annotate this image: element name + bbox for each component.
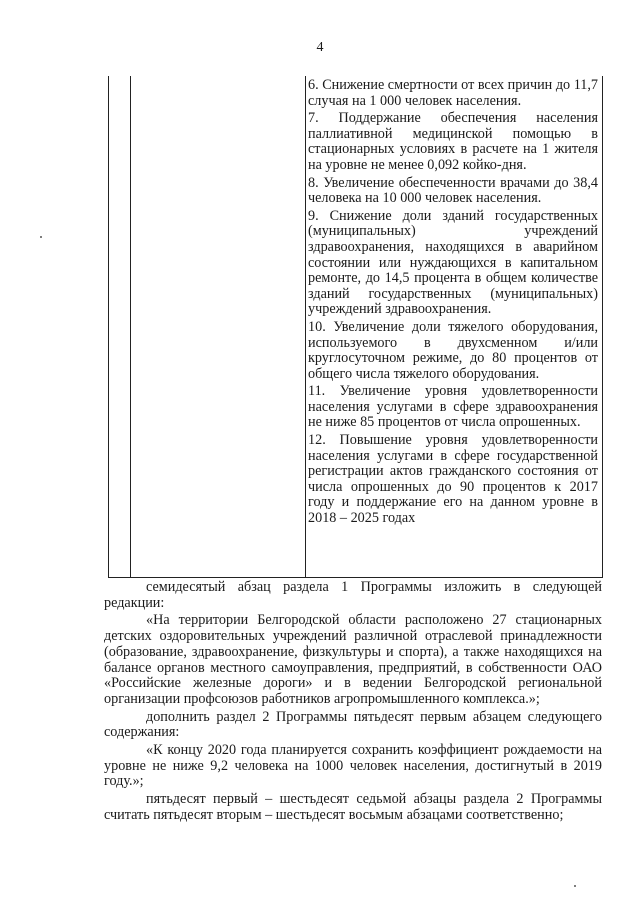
paragraph: дополнить раздел 2 Программы пятьдесят первым абзацем следующего содержания:: [104, 708, 602, 741]
indicator-item: 12. Повышение уровня удовлетворенности населения услугами в сфере государственной регистрации актов гражданского состояния от числа опрошенных до 90 процентов к 2017 году и поддержание его на данном уровне в 2018 – 2025 годах: [308, 432, 598, 527]
table-border-col1: [130, 76, 131, 578]
page-number: 4: [316, 40, 324, 55]
indicators-cell: [308, 78, 598, 529]
paragraph: «К концу 2020 года планируется сохранить коэффициент рождаемости на уровне не ниже 9,2 человека на 1000 человек населения, достигнутый в 2019 году.»;: [104, 742, 602, 790]
indicator-item: 9. Снижение доли зданий государственных (муниципальных) учреждений здравоохранения, находящихся в аварийном состоянии или нуждающихся в капитальном ремонте, до 14,5 процента в общем количестве зданий государственных (муниципальных) учреждений здравоохранения.: [308, 207, 598, 318]
paragraph: семидесятый абзац раздела 1 Программы изложить в следующей редакции:: [104, 579, 602, 611]
paragraph: «На территории Белгородской области расположено 27 стационарных детских оздоровительных учреждений различной отраслевой принадлежности (образование, здравоохранение, физкультуры и спорта), а также находящихся на балансе органов местного самоуправления, предприятий, в собственности ОАО «Российские железные дороги» и в ведении Белгородской региональной организации профсоюзов работников агропромышленного комплекса.»;: [104, 612, 602, 707]
indicators-table: [108, 76, 603, 578]
table-border-left: [108, 76, 109, 578]
table-border-bottom: [108, 577, 603, 578]
scan-speck: [40, 236, 42, 238]
indicator-item: 8. Увеличение обеспеченности врачами до 38,4 человека на 10 000 человек населения.: [308, 174, 598, 207]
indicator-item: 6. Снижение смертности от всех причин до 11,7 случая на 1 000 человек населения.: [308, 77, 598, 109]
scan-speck: [574, 885, 576, 887]
table-border-right: [602, 76, 603, 578]
indicator-item: 7. Поддержание обеспечения населения паллиативной медицинской помощью в стационарных условиях в расчете на 1 жителя на уровне не менее 0,092 койко-дня.: [308, 110, 598, 173]
table-border-col2: [305, 76, 306, 578]
indicator-item: 10. Увеличение доли тяжелого оборудования, используемого в двухсменном и/или круглосуточном режиме, до 80 процентов от общего числа тяжелого оборудования.: [308, 318, 598, 382]
paragraph: пятьдесят первый – шестьдесят седьмой абзацы раздела 2 Программы считать пятьдесят вторым – шестьдесят восьмым абзацами соответственно;: [104, 791, 602, 823]
amendment-text: [104, 580, 602, 826]
indicator-item: 11. Увеличение уровня удовлетворенности населения услугами в сфере здравоохранения не ниже 85 процентов от числа опрошенных.: [308, 383, 598, 431]
